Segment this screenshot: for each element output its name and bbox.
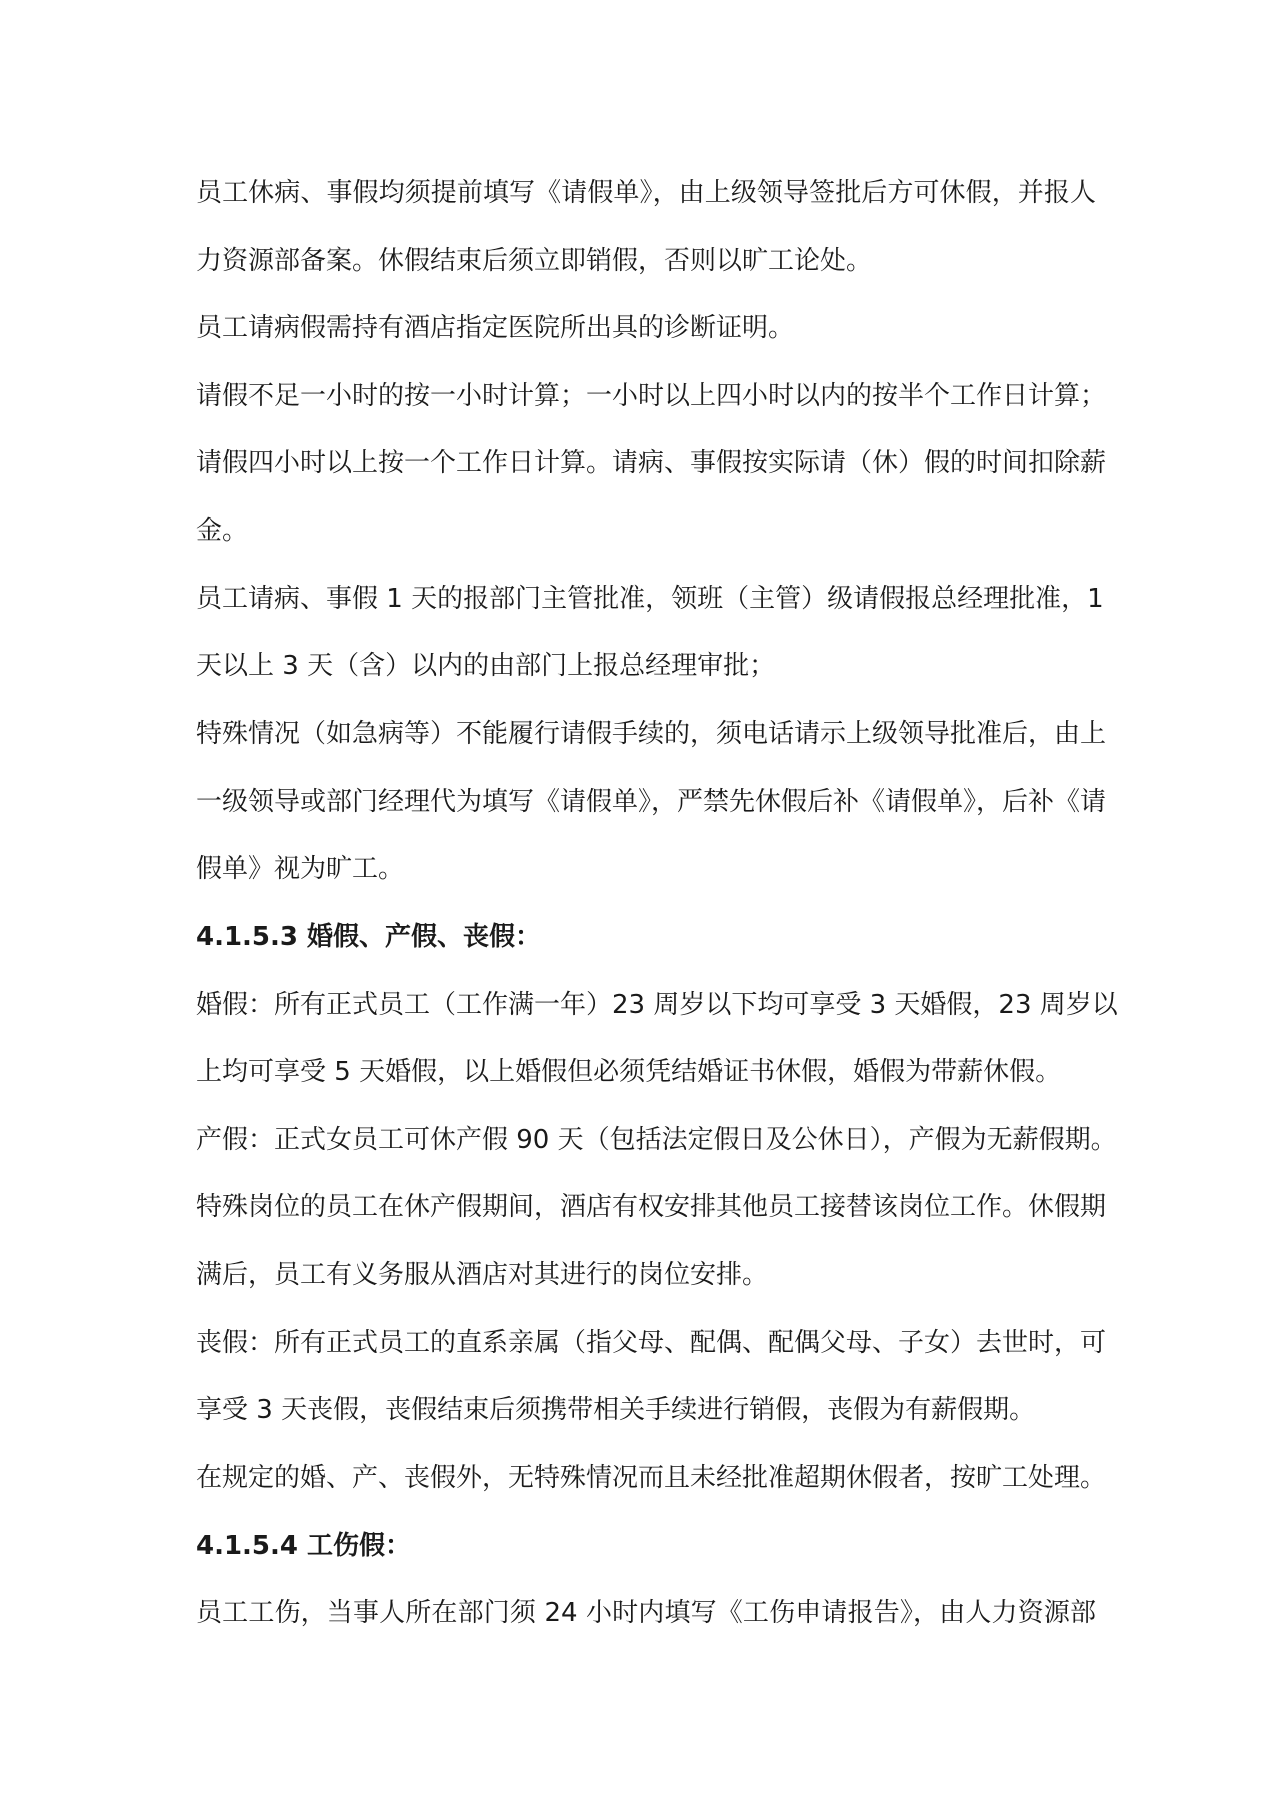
paragraph-line: 特殊情况（如急病等）不能履行请假手续的，须电话请示上级领导批准后，由上 [196,719,1107,749]
paragraph-line: 享受 3 天丧假，丧假结束后须携带相关手续进行销假，丧假为有薪假期。 [196,1395,1036,1425]
paragraph-line: 假单》视为旷工。 [196,854,405,884]
paragraph-line: 丧假：所有正式员工的直系亲属（指父母、配偶、配偶父母、子女）去世时，可 [196,1328,1107,1358]
paragraph-line: 上均可享受 5 天婚假，以上婚假但必须凭结婚证书休假，婚假为带薪休假。 [196,1057,1062,1087]
paragraph-line: 婚假：所有正式员工（工作满一年）23 周岁以下均可享受 3 天婚假，23 周岁以 [196,990,1118,1020]
section-heading: 4.1.5.4 工伤假： [196,1531,412,1561]
paragraph-line: 力资源部备案。休假结束后须立即销假，否则以旷工论处。 [196,246,873,276]
paragraph-line: 员工请病、事假 1 天的报部门主管批准，领班（主管）级请假报总经理批准，1 [196,584,1104,614]
paragraph-line: 员工工伤，当事人所在部门须 24 小时内填写《工伤申请报告》，由人力资源部 [196,1598,1096,1628]
paragraph-line: 金。 [196,516,249,546]
paragraph-line: 员工请病假需持有酒店指定医院所出具的诊断证明。 [196,313,795,343]
paragraph-line: 一级领导或部门经理代为填写《请假单》，严禁先休假后补《请假单》，后补《请 [196,787,1107,817]
paragraph-line: 产假：正式女员工可休产假 90 天（包括法定假日及公休日），产假为无薪假期。 [196,1125,1117,1155]
paragraph-line: 特殊岗位的员工在休产假期间，酒店有权安排其他员工接替该岗位工作。休假期 [196,1192,1107,1222]
paragraph-line: 请假不足一小时的按一小时计算；一小时以上四小时以内的按半个工作日计算； [196,381,1107,411]
paragraph-line: 在规定的婚、产、丧假外，无特殊情况而且未经批准超期休假者，按旷工处理。 [196,1463,1107,1493]
paragraph-line: 员工休病、事假均须提前填写《请假单》，由上级领导签批后方可休假，并报人 [196,178,1096,208]
paragraph-line: 满后，员工有义务服从酒店对其进行的岗位安排。 [196,1260,769,1290]
paragraph-line: 天以上 3 天（含）以内的由部门上报总经理审批； [196,651,776,681]
section-heading: 4.1.5.3 婚假、产假、丧假： [196,922,542,952]
paragraph-line: 请假四小时以上按一个工作日计算。请病、事假按实际请（休）假的时间扣除薪 [196,448,1107,478]
